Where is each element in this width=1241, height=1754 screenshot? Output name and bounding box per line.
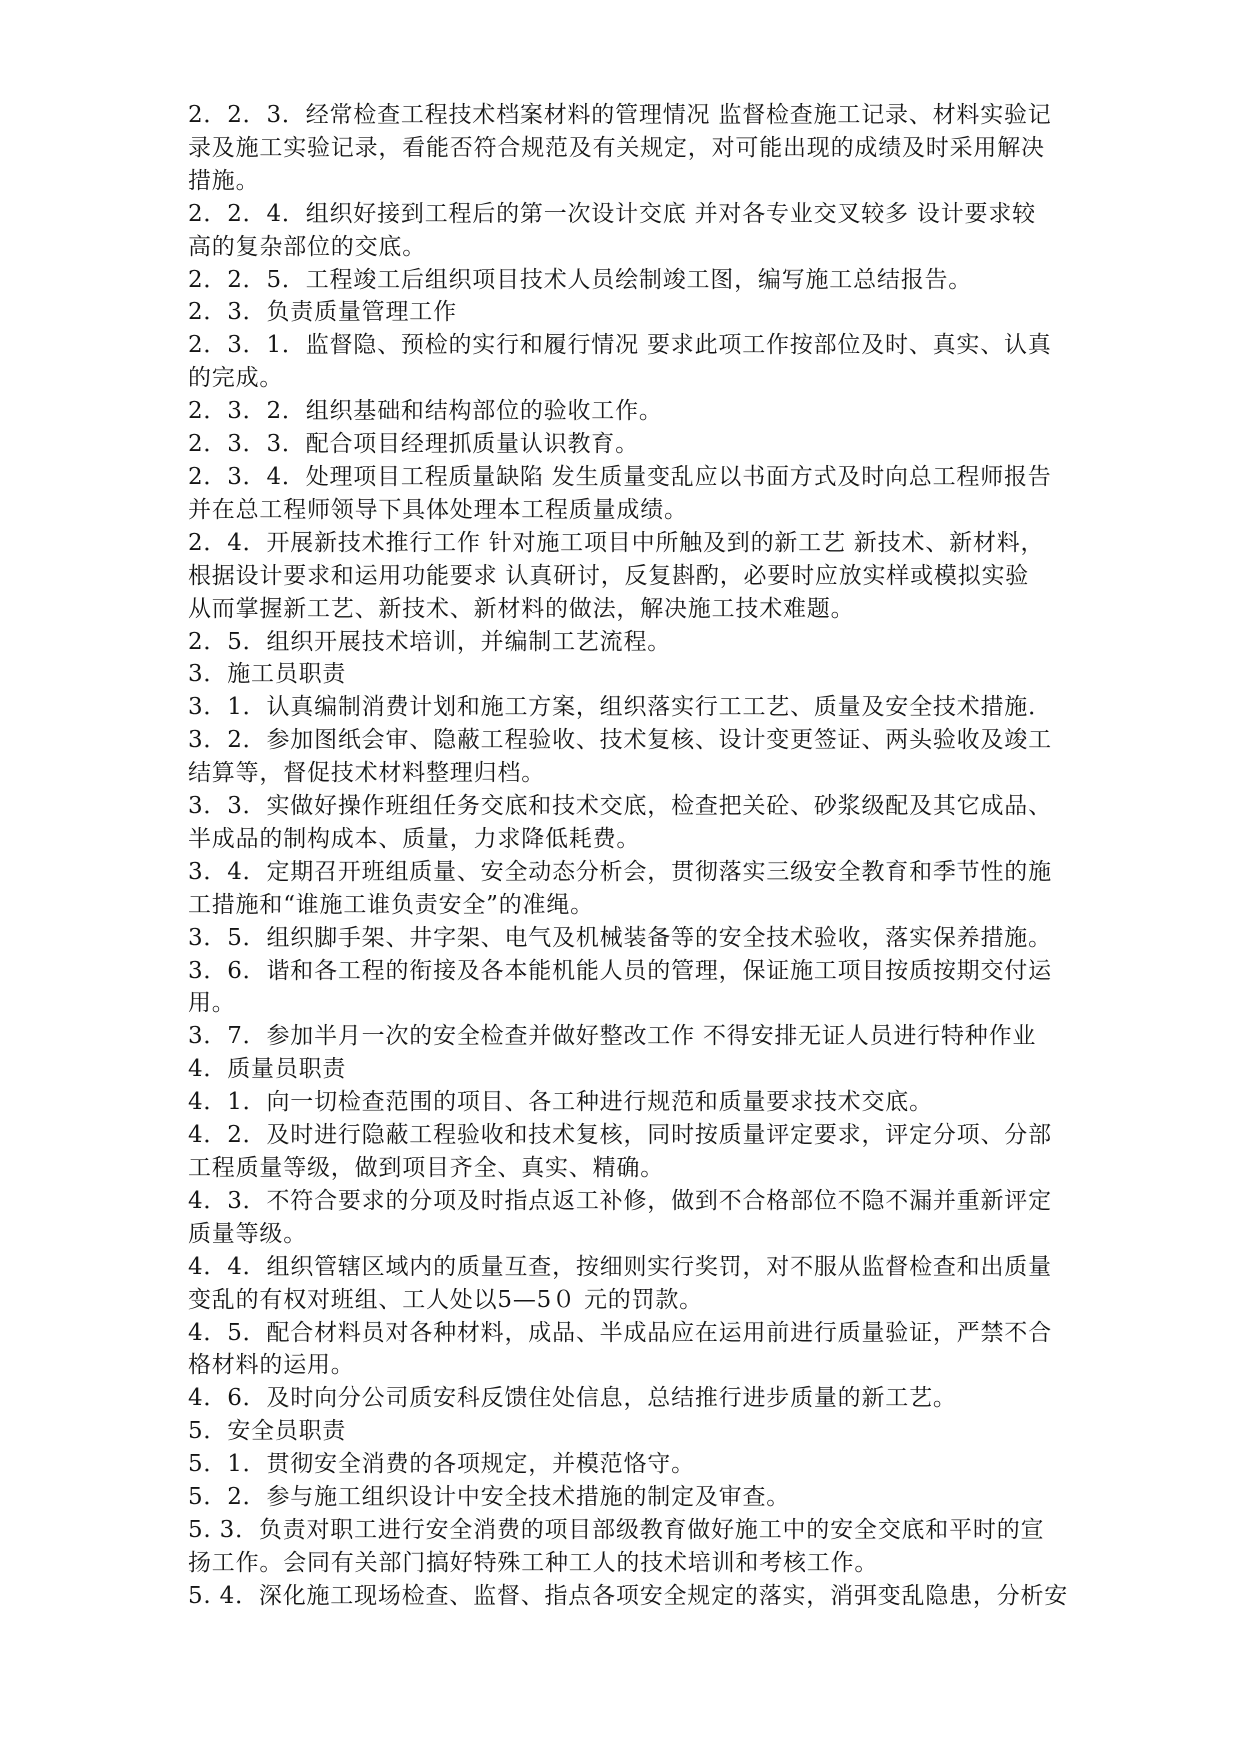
- paragraph-2-2-4: 2．2．4．组织好接到工程后的第一次设计交底 并对各专业交叉较多 设计要求较 高的复杂部位的交底。: [188, 200, 1036, 260]
- paragraph-2-3-3: 2．3．3．配合项目经理抓质量认识教育。: [188, 431, 639, 458]
- paragraph-4-5: 4．5．配合材料员对各种材料，成品、半成品应在运用前进行质量验证，严禁不合 格材料的运用。: [188, 1319, 1052, 1379]
- paragraph-3-4: 3．4．定期召开班组质量、安全动态分析会，贯彻落实三级安全教育和季节性的施 工措施和“谁施工谁负责安全”的准绳。: [188, 858, 1052, 918]
- paragraph-3-2: 3．2．参加图纸会审、隐蔽工程验收、技术复核、设计变更签证、两头验收及竣工 结算等，督促技术材料整理归档。: [188, 727, 1052, 787]
- paragraph-3-7: 3．7．参加半月一次的安全检查并做好整改工作 不得安排无证人员进行特种作业: [188, 1023, 1037, 1050]
- paragraph-4-4: 4．4．组织管辖区域内的质量互查，按细则实行奖罚，对不服从监督检查和出质量 变乱的有权对班组、工人处以5—5０ 元的罚款。: [188, 1253, 1052, 1313]
- paragraph-3-5: 3．5．组织脚手架、井字架、电气及机械装备等的安全技术验收，落实保养措施。: [188, 924, 1052, 951]
- section-heading-5: 5．安全员职责: [188, 1418, 347, 1445]
- paragraph-2-3-2: 2．3．2．组织基础和结构部位的验收工作。: [188, 398, 663, 425]
- paragraph-2-2-5: 2．2．5．工程竣工后组织项目技术人员绘制竣工图，编写施工总结报告。: [188, 266, 973, 293]
- section-heading-3: 3．施工员职责: [188, 661, 347, 688]
- paragraph-2-3-4: 2．3．4．处理项目工程质量缺陷 发生质量变乱应以书面方式及时向总工程师报告 并在总工程师领导下具体处理本工程质量成绩。: [188, 463, 1052, 523]
- paragraph-5-3: 5. 3．负责对职工进行安全消费的项目部级教育做好施工中的安全交底和平时的宣 扬工作。会同有关部门搞好特殊工种工人的技术培训和考核工作。: [188, 1516, 1045, 1576]
- paragraph-3-6: 3．6．谐和各工程的衔接及各本能机能人员的管理，保证施工项目按质按期交付运 用。: [188, 957, 1052, 1017]
- paragraph-4-6: 4．6．及时向分公司质安科反馈住处信息，总结推行进步质量的新工艺。: [188, 1385, 957, 1412]
- paragraph-4-2: 4．2．及时进行隐蔽工程验收和技术复核，同时按质量评定要求，评定分项、分部 工程质量等级，做到项目齐全、真实、精确。: [188, 1122, 1052, 1181]
- paragraph-4-3: 4．3．不符合要求的分项及时指点返工补修，做到不合格部位不隐不漏并重新评定 质量等级。: [188, 1187, 1052, 1247]
- paragraph-2-4: 2．4．开展新技术推行工作 针对施工项目中所触及到的新工艺 新技术、新材料， 根据设计要求和运用功能要求 认真研讨，反复斟酌，必要时应放实样或模拟实验 从而掌握新工艺、新技术、新材料的做法，解决施工技术难题。: [188, 529, 1045, 622]
- section-heading-2-3: 2．3．负责质量管理工作: [188, 299, 457, 326]
- paragraph-5-1: 5．1．贯彻安全消费的各项规定，并模范恪守。: [188, 1451, 695, 1478]
- paragraph-5-4: 5. 4．深化施工现场检查、监督、指点各项安全规定的落实，消弭变乱隐患，分析安: [188, 1582, 1069, 1609]
- paragraph-3-3: 3．3．实做好操作班组任务交底和技术交底，检查把关砼、砂浆级配及其它成品、 半成品的制构成本、质量，力求降低耗费。: [188, 793, 1052, 852]
- paragraph-2-5: 2．5．组织开展技术培训，并编制工艺流程。: [188, 628, 672, 655]
- paragraph-5-2: 5．2．参与施工组织设计中安全技术措施的制定及审查。: [188, 1484, 791, 1511]
- paragraph-2-2-3: 2．2．3．经常检查工程技术档案材料的管理情况 监督检查施工记录、材料实验记 录及施工实验记录，看能否符合规范及有关规定，对可能出现的成绩及时采用解决 措施。: [188, 102, 1052, 194]
- paragraph-4-1: 4．1．向一切检查范围的项目、各工种进行规范和质量要求技术交底。: [188, 1089, 933, 1116]
- section-heading-4: 4．质量员职责: [188, 1056, 347, 1083]
- paragraph-2-3-1: 2．3．1．监督隐、预检的实行和履行情况 要求此项工作按部位及时、真实、认真 的完成。: [188, 332, 1052, 392]
- document-body: [188, 99, 1088, 1613]
- paragraph-3-1: 3．1．认真编制消费计划和施工方案，组织落实行工工艺、质量及安全技术措施．: [188, 694, 1052, 721]
